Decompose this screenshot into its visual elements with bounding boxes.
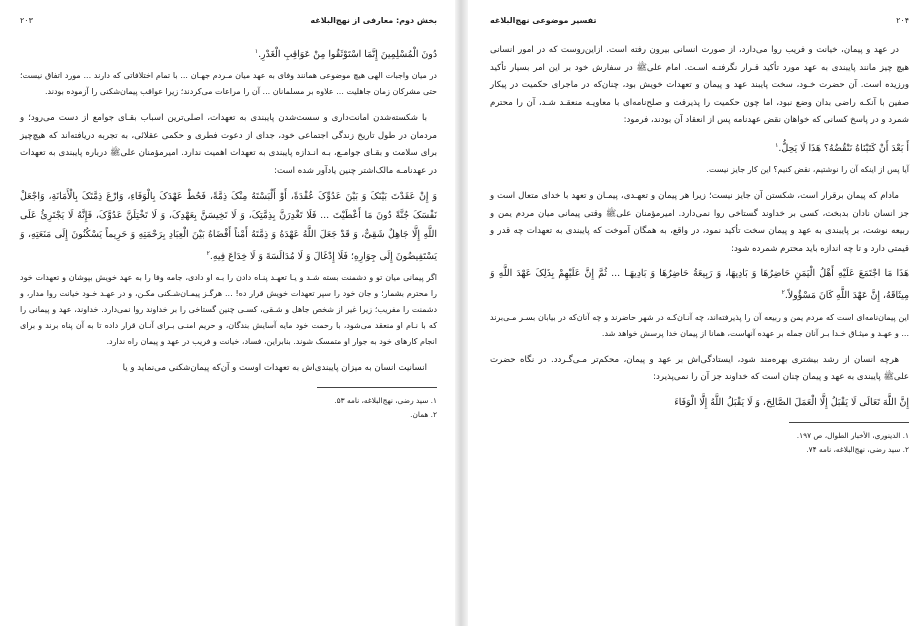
- book-gutter: [455, 0, 468, 626]
- footnote-divider: [789, 422, 909, 423]
- footnote-ref-1: ۱: [775, 141, 779, 149]
- right-page-number: ۲۰۴: [896, 15, 909, 25]
- footnote-2: ۲. سید رضی، نهج‌البلاغه، نامه ۷۴.: [806, 444, 909, 454]
- quote-translation-2: این پیمان‌نامه‌ای است که مردم یمن و ربیعه آن را پذیرفته‌اند، چه آنـان‌کـه در شهر حاضرند و چه آنان‌که در بیابان بسـر مـی‌برند ... و عهـد و میثـاق خـدا بـر آنان جمله بر عهده آنهاست، همانا از پیمان خدا پرسش خواهد شد.: [490, 312, 909, 338]
- left-footnotes: [20, 394, 437, 422]
- quote-translation-2: اگر پیمانی میان تو و دشمنت بسته شـد و یـا تعهـد پنـاه دادن را بـه او دادی، جامه وفا را به عهد خویش بپوشان و تعهدات خود را محترم بشمار؛ و جان خود را سپر تعهدات خویش قرار ده! ... هرگـز پیمـان‌شـکنی مکـن، و در عهـد خـود خیانت روا مدار، و دشمنت را مفریب؛ زیرا غیر از شخص جاهل و شـقی، کسـی چنین گستاخی را بر خداوند روا نمی‌دارد. خداوند، عهد و پیمانی را که با نـام او منعقد می‌شود، با رحمت خود مایه آسایش بندگان، و حریم امنـی بـرای آنـان قرار داده تا به آن پناه برند و برای انجام کارهای خود به جوار او متمسک شوند. بنابراین، فساد، خیانت و فریب در عهد و پیمان راه ندارد.: [20, 272, 437, 346]
- body-paragraph-1: در عهد و پیمان، خیانت و فریب روا می‌دارد، از صورت انسانی بیرون رفته است. ازاین‌روست که در امور انسانی هیچ چیز مانند پایبندی به عهد مورد تأکید قـرار نگرفتـه اسـت. امام علی‌ﷺ در سفارش خود بر این امر بسیار تأکید ورزیده است. آن حضرت خـود، سخت پایبند عهد و پیمان و تعهدات خویش بود، چنان‌که در ماجرای حکمیت در پیکار صفین با آنکـه راضی بدان وضع نبود، اما چون حکمیت را پذیرفت و صلح‌نامه‌ای با معاویـه منعقـد شـد، آن را محترم شمرد و در پاسخ کسانی که خواهان نقض عهدنامه پس از انعقاد آن بودند، فرمود:: [490, 45, 909, 126]
- right-page-body: [490, 42, 909, 412]
- body-paragraph-2: مادام که پیمان برقرار است، شکستن آن جایز نیست؛ زیرا هر پیمان و تعهـدی، پیمـان و تعهد با خدای متعال است و جز انسان نادان بدبخت، کسی بر خداوند گستاخی روا نمی‌دارد. امیرمؤمنان علی‌ﷺ وقتی پیمانی میان مردم یمن و ربیعه نوشت، بر پایبندی به عهد و پیمان سخت تأکید نمود، در واقع، به همگان آموخت که پایبندی به تعهدات چه قدر و قیمتی دارد و تا چه اندازه باید محترم شمرده شود:: [490, 191, 909, 254]
- body-paragraph-2: انسانیت انسان به میزان پایبندی‌اش به تعهدات اوست و آن‌که پیمان‌شکنی می‌نماید و یا: [122, 362, 427, 373]
- footnote-divider: [317, 387, 437, 388]
- quote-translation-1: آیا پس از اینکه آن را نوشتیم، نقض کنیم؟ این کار جایز نیست.: [706, 165, 909, 175]
- right-page-header: [490, 14, 909, 26]
- footnote-ref-2: ۲: [206, 249, 210, 257]
- quote-translation-1: در میان واجبات الهی هیچ موضوعی همانند وفای به عهد میان مـردم جهـان ... با تمام اختلافاتی که دارند ... مورد اتفاق نیست؛ حتی مشرکان زمان جاهلیت ... علاوه بر مسلمانان ... آن را مراعات می‌کردند؛ زیرا عواقب پیمان‌شکنی را آزموده بودند.: [20, 71, 437, 97]
- arabic-quote-3: إِنَّ اللَّهَ تَعَالَى لَا یَقْبَلُ إِلَّا الْعَمَلَ الصَّالِحَ، وَ لَا یَقْبَلُ اللَّهُ إِلَّا الْوَفَاءَ: [674, 396, 909, 408]
- body-paragraph-3: هرچه انسان از رشد بیشتری بهره‌مند شود، ایستادگی‌اش بر عهد و پیمان، محکم‌تر مـی‌گـردد. در نگاه حضرت علی‌ﷺ پایبندی به عهد و پیمان چنان است که خداوند جز آن را نمی‌پذیرد:: [490, 354, 909, 383]
- footnote-ref-1: ۱: [254, 48, 259, 55]
- right-page: [468, 0, 923, 626]
- body-paragraph-1: با شکسته‌شدن امانت‌داری و سست‌شدن پایبندی به تعهدات، اصلی‌ترین اسباب بقـای جوامع از دست می‌رود؛ و مردمان در طول تاریخ زندگی اجتماعی خود، جدای از دعوت فطری و حکمی عقلائی، به تجربه دریافته‌اند که هیچ‌چیز برای سلامت و بقـای جوامـع، بـه انـدازه پایبندی به تعهدات اهمیت ندارد. امیرمؤمنان علی‌ﷺ درباره پایبندی به تعهدات در عهدنامـه مالک‌اشتر چنین یادآور شده است:: [20, 113, 437, 176]
- right-footnotes: [490, 429, 909, 457]
- left-page-header: [20, 14, 437, 26]
- left-header-title: بخش دوم: معارفی از نهج‌البلاغه: [310, 15, 437, 25]
- left-page-body: [20, 42, 437, 377]
- footnote-1: ۱. الدینوری، الأخبار الطوال، ص ۱۹۷.: [796, 430, 909, 440]
- footnote-ref-2: ۲: [781, 289, 785, 297]
- left-page-number: ۲۰۳: [20, 15, 33, 25]
- left-page: [0, 0, 455, 626]
- footnote-2: ۲. همان.: [410, 410, 437, 420]
- arabic-quote-1: أَ بَعْدَ أَنْ کَتَبْنَاهُ نَنْقُضُهُ؟ هَذَا لَا یَحِلُّ.$^۱$: [775, 141, 909, 155]
- arabic-quote-2: وَ إِنْ عَقَدْتَ بَیْنَکَ وَ بَیْنَ عَدُوِّکَ عُقْدَةً، أَوْ أَلْبَسْتَهُ مِنْکَ ذِمَّةً، فَحُطْ عَهْدَکَ بِالْوَفَاءِ، وَارْعَ ذِمَّتَکَ بِالْأَمَانَةِ، وَاجْعَلْ نَفْسَکَ جُنَّةً دُونَ مَا أَعْطَیْتَ ... فَلَا تَغْدِرَنَّ بِذِمَّتِکَ، وَ لَا تَخِیسَنَّ بِعَهْدِکَ، وَ لَا تَخْتِلَنَّ عَدُوَّکَ، فَإِنَّهُ لَا یَجْتَرِئُ عَلَى اللَّهِ إِلَّا جَاهِلٌ شَقِیٌّ، وَ قَدْ جَعَلَ اللَّهُ عَهْدَهُ وَ ذِمَّتَهُ أَمْناً أَفْضَاهُ بَیْنَ الْعِبَادِ بِرَحْمَتِهِ وَ حَرِیماً یَسْکُنُونَ إِلَى مَنَعَتِهِ، وَ یَسْتَفِیضُونَ إِلَى جِوَارِهِ؛ فَلَا إِدْغَالَ وَ لَا مُدَالَسَةَ وَ لَا خِدَاعَ فِیهِ.$^۲$: [20, 190, 437, 262]
- right-header-title: تفسیر موضوعی نهج‌البلاغه: [490, 15, 597, 25]
- arabic-quote-1: دُونَ الْمُسْلِمِینَ إِنَّمَا اسْتَوْثَقُوا مِنْ عَوَاقِبِ الْغَدْرِ.$^۱$: [254, 48, 437, 61]
- arabic-quote-2: هَذَا مَا اجْتَمَعَ عَلَیْهِ أَهْلُ الْیَمَنِ حَاضِرُهَا وَ بَادِیهَا، وَ رَبِیعَةُ حَاضِرُهَا وَ بَادِیهَـا ... ثُمَّ إِنَّ عَلَیْهِمْ بِذَلِکَ عَهْدَ اللَّهِ وَ مِیثَاقَهُ، إِنَّ عَهْدَ اللَّهِ کَانَ مَسْؤُولاً.$^۲$: [490, 268, 909, 302]
- footnote-1: ۱. سید رضی، نهج‌البلاغه، نامه ۵۳.: [334, 396, 437, 406]
